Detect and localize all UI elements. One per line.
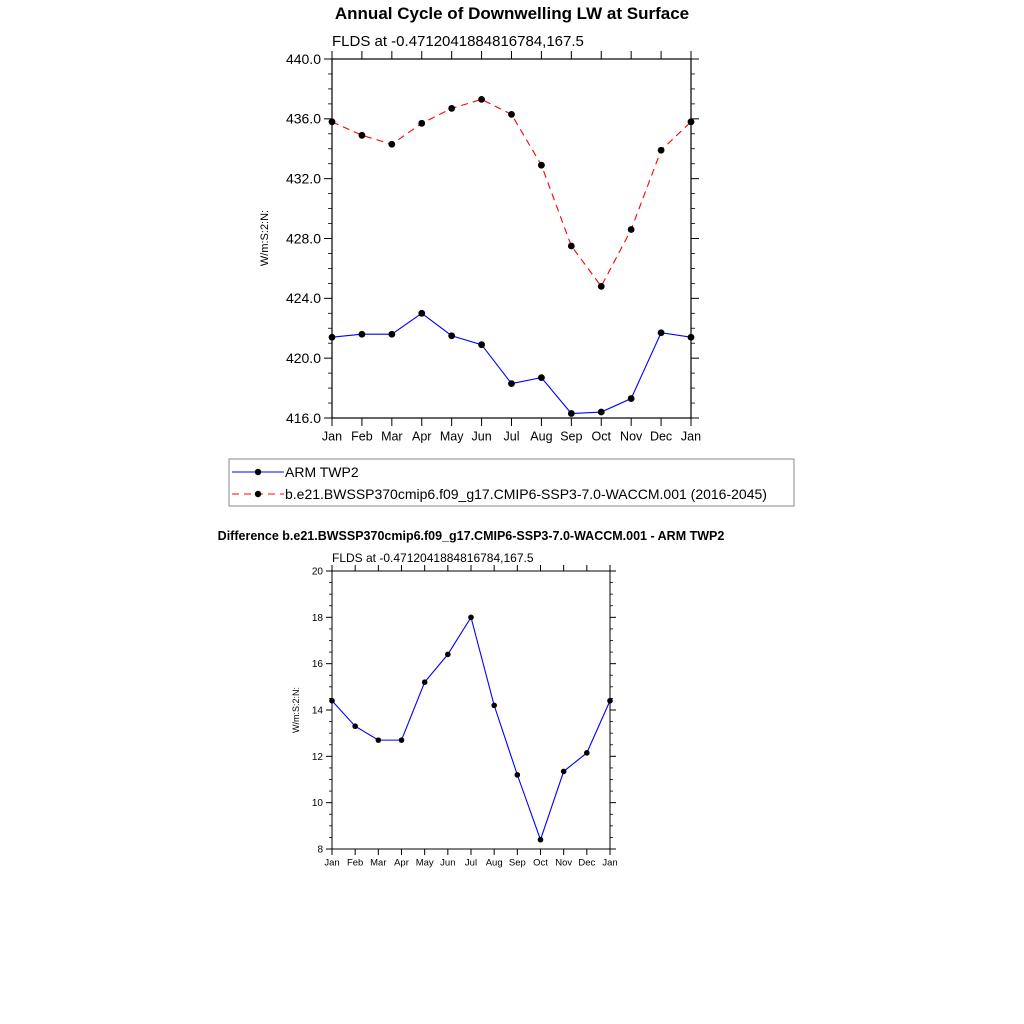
x-tick-label: Jan bbox=[324, 857, 340, 869]
x-tick-label: Oct bbox=[591, 429, 611, 444]
chart-subtitle: FLDS at -0.4712041884816784,167.5 bbox=[332, 551, 534, 565]
data-point bbox=[422, 679, 428, 685]
axes-ticks bbox=[324, 51, 699, 426]
x-tick-label: Jan bbox=[321, 429, 343, 444]
x-tick-label: Sep bbox=[508, 857, 526, 869]
data-point bbox=[568, 410, 575, 417]
data-point bbox=[658, 329, 665, 336]
data-point bbox=[468, 615, 474, 621]
x-tick-labels bbox=[322, 430, 701, 444]
y-axis-label: W/m:S:2:N: bbox=[259, 209, 271, 267]
data-point bbox=[399, 737, 405, 743]
x-tick-label: Jan bbox=[680, 429, 702, 444]
series-group bbox=[329, 615, 613, 843]
legend-marker-model bbox=[255, 491, 261, 497]
data-point bbox=[538, 837, 544, 843]
data-point bbox=[598, 409, 605, 416]
legend-label-model: b.e21.BWSSP370cmip6.f09_g17.CMIP6-SSP3-7.0-WACCM.001 (2016-2045) bbox=[285, 486, 767, 502]
x-tick-label: Jul bbox=[464, 857, 478, 869]
data-point bbox=[568, 243, 575, 250]
series-line-0 bbox=[332, 617, 610, 839]
data-point bbox=[658, 147, 665, 154]
x-tick-label: Feb bbox=[346, 857, 364, 869]
series-line-1 bbox=[332, 99, 691, 286]
legend-marker-arm-twp2 bbox=[255, 469, 261, 475]
x-tick-label: Jun bbox=[471, 429, 492, 444]
chart-title: Annual Cycle of Downwelling LW at Surface bbox=[334, 4, 690, 23]
x-tick-label: Mar bbox=[370, 857, 387, 869]
data-point bbox=[538, 374, 545, 381]
data-point bbox=[628, 395, 635, 402]
data-point bbox=[448, 332, 455, 339]
y-tick-label: 20 bbox=[311, 566, 323, 578]
data-point bbox=[598, 283, 605, 290]
data-point bbox=[359, 132, 366, 139]
x-tick-label: Apr bbox=[412, 429, 432, 444]
y-tick-label: 10 bbox=[311, 798, 323, 810]
data-point bbox=[561, 769, 567, 775]
x-tick-label: Dec bbox=[578, 857, 596, 869]
data-point bbox=[538, 162, 545, 169]
y-tick-label: 18 bbox=[311, 612, 323, 624]
series-line-0 bbox=[332, 313, 691, 413]
x-tick-label: Mar bbox=[381, 429, 403, 444]
data-point bbox=[584, 750, 590, 756]
y-tick-labels bbox=[286, 51, 321, 426]
plot-frame bbox=[332, 571, 610, 849]
x-tick-label: Jan bbox=[602, 857, 618, 869]
x-tick-label: May bbox=[415, 857, 434, 869]
legend bbox=[229, 459, 794, 506]
y-tick-label: 416.0 bbox=[285, 409, 321, 426]
data-point bbox=[628, 226, 635, 233]
axes-ticks bbox=[326, 565, 616, 855]
chart-title: Difference b.e21.BWSSP370cmip6.f09_g17.CMIP6-SSP3-7.0-WACCM.001 - ARM TWP2 bbox=[217, 529, 725, 543]
y-tick-label: 8 bbox=[317, 844, 323, 856]
y-tick-label: 428.0 bbox=[285, 230, 321, 247]
data-point bbox=[359, 331, 366, 338]
annual-cycle-chart bbox=[229, 4, 794, 506]
y-tick-labels bbox=[312, 567, 324, 856]
y-tick-label: 16 bbox=[311, 659, 323, 671]
data-point bbox=[445, 652, 451, 658]
y-tick-label: 420.0 bbox=[285, 350, 321, 367]
data-point bbox=[491, 703, 497, 709]
y-axis-label: W/m:S:2:N: bbox=[291, 686, 301, 734]
y-tick-label: 424.0 bbox=[285, 290, 321, 307]
x-tick-label: Apr bbox=[394, 857, 409, 869]
data-point bbox=[388, 331, 395, 338]
y-tick-label: 14 bbox=[311, 705, 323, 717]
data-point bbox=[478, 96, 485, 103]
x-tick-label: Aug bbox=[485, 857, 503, 869]
data-point bbox=[388, 141, 395, 148]
x-tick-label: Dec bbox=[649, 429, 673, 444]
y-tick-label: 440.0 bbox=[285, 50, 321, 67]
y-tick-label: 432.0 bbox=[285, 170, 321, 187]
x-tick-label: Nov bbox=[620, 429, 643, 444]
x-tick-label: Jun bbox=[440, 857, 456, 869]
x-tick-label: May bbox=[439, 429, 464, 444]
data-point bbox=[508, 111, 515, 118]
x-tick-label: Oct bbox=[533, 857, 548, 869]
y-tick-label: 12 bbox=[311, 751, 323, 763]
series-group bbox=[329, 96, 695, 417]
data-point bbox=[478, 341, 485, 348]
x-tick-label: Feb bbox=[351, 429, 373, 444]
data-point bbox=[418, 120, 425, 127]
x-tick-label: Aug bbox=[530, 429, 553, 444]
chart-subtitle: FLDS at -0.4712041884816784,167.5 bbox=[332, 33, 584, 50]
x-tick-label: Nov bbox=[555, 857, 573, 869]
data-point bbox=[376, 737, 382, 743]
data-point bbox=[508, 380, 515, 387]
x-tick-label: Sep bbox=[560, 429, 583, 444]
data-point bbox=[418, 310, 425, 317]
x-tick-label: Jul bbox=[503, 429, 520, 444]
legend-label-arm-twp2: ARM TWP2 bbox=[285, 464, 359, 480]
y-tick-label: 436.0 bbox=[285, 110, 321, 127]
difference-chart bbox=[218, 529, 725, 869]
x-tick-labels bbox=[324, 858, 617, 869]
data-point bbox=[515, 772, 521, 778]
data-point bbox=[352, 723, 358, 729]
data-point bbox=[448, 105, 455, 112]
